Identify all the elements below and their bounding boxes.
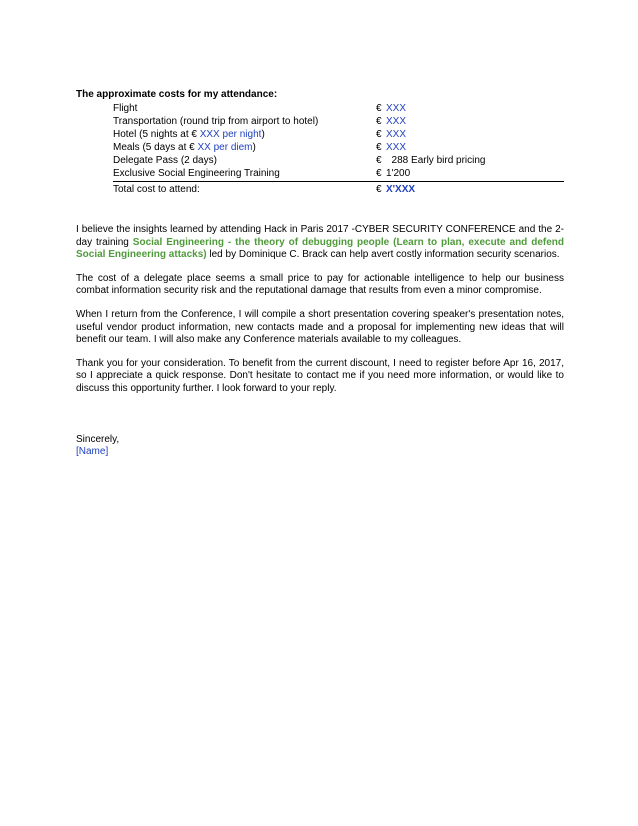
cost-row-total: [76, 183, 564, 196]
cost-amount-placeholder: XXX: [386, 116, 407, 127]
cost-row-hotel: Hotel (5 nights at € XXX per night) € XXX: [113, 129, 407, 140]
cost-label: Delegate Pass (2 days): [113, 155, 217, 166]
costs-table: [76, 102, 564, 196]
total-amount: X'XXX: [386, 184, 416, 195]
cost-row-delegate-pass: [76, 154, 564, 167]
closing-salutation: Sincerely,: [76, 433, 120, 445]
total-divider: [113, 181, 564, 182]
total-label: Total cost to attend:: [113, 184, 200, 195]
cost-label-placeholder: XX per diem: [197, 142, 253, 153]
training-title: Social Engineering - the theory of debugging people (Learn to plan, execute and defend Social Engineering attacks): [76, 236, 564, 261]
cost-amount-placeholder: XXX: [386, 103, 407, 114]
cost-row-training: [76, 167, 564, 180]
cost-label: Flight: [113, 103, 138, 114]
cost-row-meals: Meals (5 days at € XX per diem) € XXX: [113, 142, 407, 153]
currency-symbol: €: [376, 142, 382, 153]
currency-symbol: €: [376, 155, 382, 166]
signature-block: [76, 434, 564, 459]
paragraph-thanks: Thank you for your consideration. To benefit from the current discount, I need to register before Apr 16, 2017, so I appreciate a quick response. Don't hesitate to contact me if you need more information, or would like to discuss this opportunity further. I look forward to your reply.: [76, 357, 564, 394]
currency-symbol: €: [376, 129, 382, 140]
paragraph-insights: I believe the insights learned by attending Hack in Paris 2017 -CYBER SECURITY CONFERENCE and the 2-day training Social Engineering - the theory of debugging people (Learn to plan, execute and defend Social Engineering attacks) led by Dominique C. Brack can help avert costly information security scenarios.: [76, 224, 564, 261]
cost-row-flight: [76, 102, 564, 115]
cost-label-placeholder: XXX per night: [199, 129, 262, 140]
cost-label: Hotel (5 nights at €: [113, 129, 200, 140]
currency-symbol: €: [376, 103, 382, 114]
cost-label: Exclusive Social Engineering Training: [113, 168, 280, 179]
costs-heading: The approximate costs for my attendance:: [76, 89, 278, 100]
letter-document: [76, 88, 564, 459]
signer-name-placeholder: [Name]: [76, 446, 109, 458]
currency-symbol: €: [376, 184, 382, 195]
cost-label: Transportation (round trip from airport to hotel): [113, 116, 319, 127]
cost-label: Meals (5 days at €: [113, 142, 198, 153]
currency-symbol: €: [376, 116, 382, 127]
cost-amount-placeholder: XXX: [386, 129, 407, 140]
cost-amount-placeholder: XXX: [386, 142, 407, 153]
cost-amount: 1'200: [386, 168, 411, 179]
cost-row-transportation: [76, 115, 564, 128]
currency-symbol: €: [376, 168, 382, 179]
paragraph-return: When I return from the Conference, I will compile a short presentation covering speaker's presentation notes, useful vendor product information, new contacts made and a proposal for implementing new ideas that will benefit our team. I will also make any Conference materials available to my colleagues.: [76, 308, 564, 346]
paragraph-cost: The cost of a delegate place seems a small price to pay for actionable intelligence to help our business combat information security risk and the reputational damage that results from even a minor compromise.: [76, 272, 564, 297]
cost-amount: 288 Early bird pricing: [386, 155, 486, 166]
